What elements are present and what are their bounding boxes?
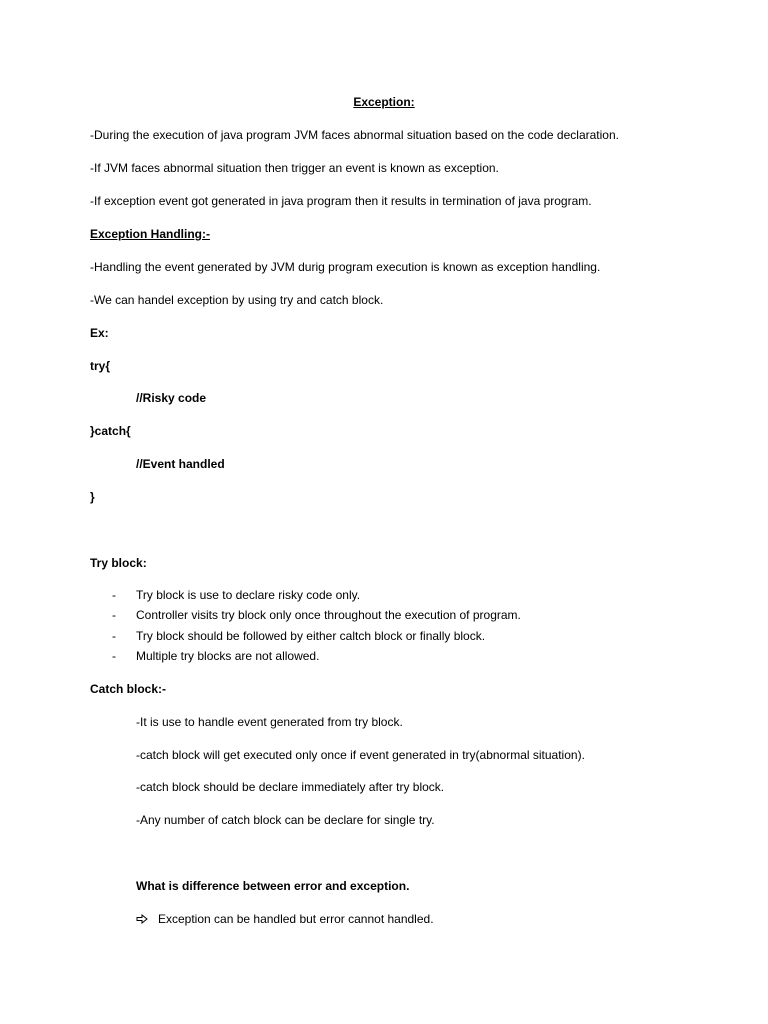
list-item-text: Multiple try blocks are not allowed.	[136, 649, 320, 663]
catch-line-1: -It is use to handle event generated from try block.	[136, 715, 403, 729]
example-label: Ex:	[90, 326, 109, 340]
code-risky-comment: //Risky code	[136, 391, 207, 405]
catch-line-3: -catch block should be declare immediately after try block.	[136, 780, 445, 794]
intro-line-3: -If exception event got generated in java program then it results in termination of java program.	[90, 194, 592, 208]
right-arrow-icon	[136, 911, 148, 927]
list-item-text: Try block should be followed by either caltch block or finally block.	[136, 629, 486, 643]
handling-line-2: -We can handel exception by using try and catch block.	[90, 293, 384, 307]
list-item-text: Try block is use to declare risky code only.	[136, 588, 361, 602]
list-item-text: Controller visits try block only once throughout the execution of program.	[136, 608, 521, 622]
code-try-open: try{	[90, 359, 111, 373]
bullet-dash: -	[112, 588, 116, 602]
exception-handling-heading: Exception Handling:-	[90, 227, 210, 241]
bullet-dash: -	[112, 629, 116, 643]
page-title: Exception:	[353, 95, 415, 109]
intro-line-1: -During the execution of java program JVM faces abnormal situation based on the code declaration.	[90, 128, 619, 142]
handling-line-1: -Handling the event generated by JVM durig program execution is known as exception handling.	[90, 260, 601, 274]
catch-line-2: -catch block will get executed only once if event generated in try(abnormal situation).	[136, 748, 585, 762]
code-close-brace: }	[90, 490, 95, 504]
try-block-heading: Try block:	[90, 556, 147, 570]
difference-answer: Exception can be handled but error cannot handled.	[158, 912, 434, 926]
catch-block-heading: Catch block:-	[90, 682, 167, 696]
difference-question: What is difference between error and exception.	[136, 879, 410, 893]
code-catch-open: }catch{	[90, 424, 131, 438]
intro-line-2: -If JVM faces abnormal situation then trigger an event is known as exception.	[90, 161, 499, 175]
bullet-dash: -	[112, 608, 116, 622]
code-handled-comment: //Event handled	[136, 457, 225, 471]
catch-line-4: -Any number of catch block can be declare for single try.	[136, 813, 435, 827]
bullet-dash: -	[112, 649, 116, 663]
